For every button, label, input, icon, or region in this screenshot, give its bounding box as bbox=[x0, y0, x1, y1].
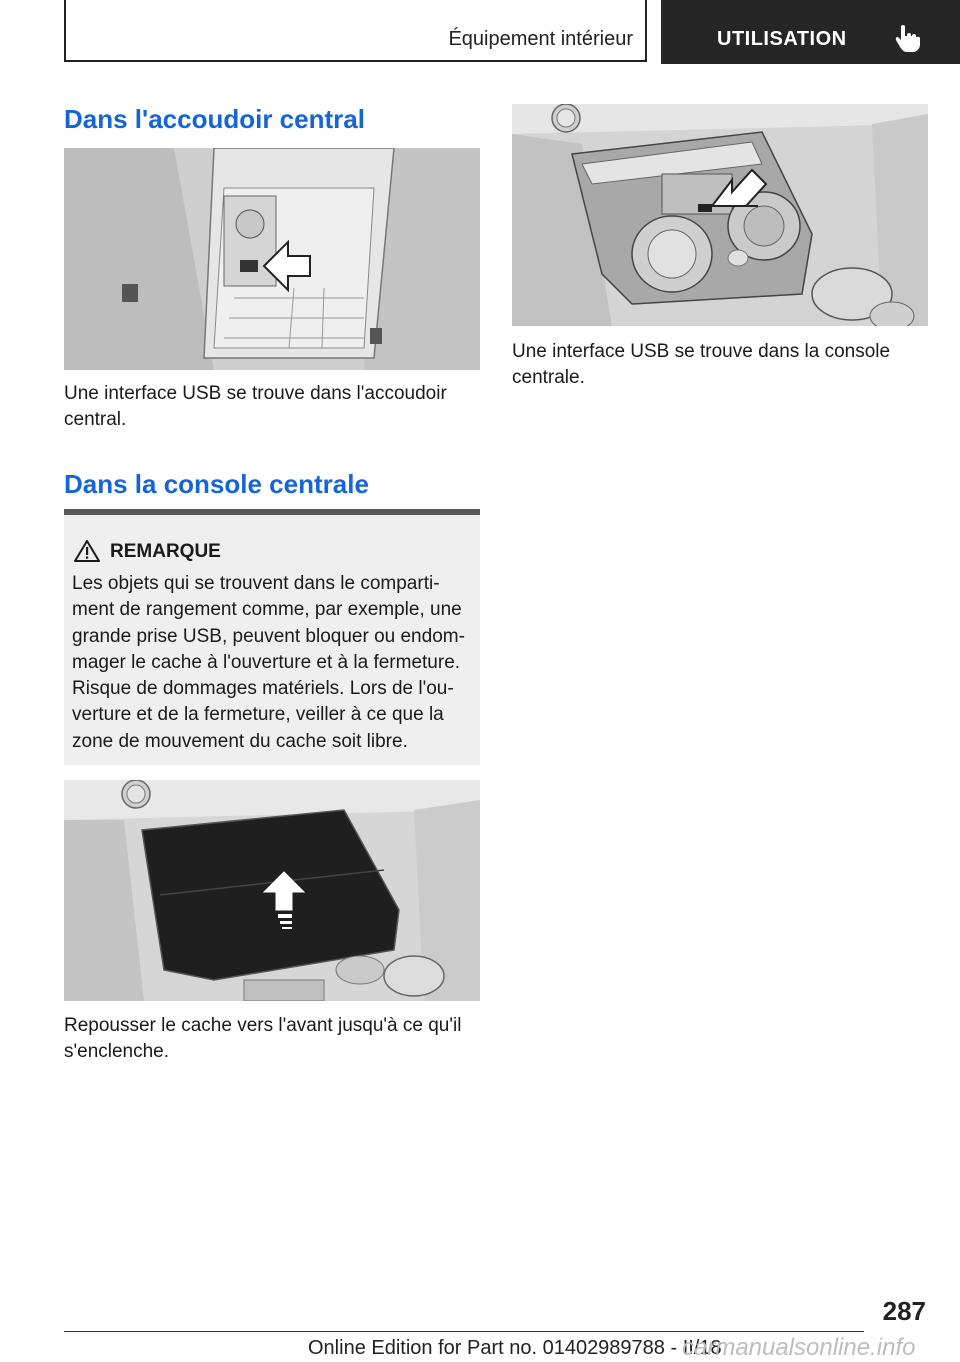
notice-line: Risque de dommages matériels. Lors de l'ou‐ bbox=[72, 678, 454, 700]
footer-rule bbox=[64, 1331, 864, 1332]
console-usb-caption bbox=[512, 339, 928, 391]
page-number: 287 bbox=[882, 1296, 926, 1326]
console-heading: Dans la console centrale bbox=[64, 469, 369, 499]
pointing-hand-icon bbox=[895, 24, 921, 52]
cover-caption bbox=[64, 1013, 480, 1065]
footer-brand-watermark[interactable]: carmanualsonline.info bbox=[682, 1334, 916, 1361]
armrest-heading: Dans l'accoudoir central bbox=[64, 104, 365, 134]
notice-box bbox=[64, 509, 480, 765]
notice-line: mager le cache à l'ouverture et à la fermeture. bbox=[72, 651, 461, 673]
armrest-usb-photo bbox=[64, 148, 480, 370]
section-title: Équipement intérieur bbox=[448, 28, 633, 50]
notice-line: ment de rangement comme, par exemple, une bbox=[72, 599, 462, 621]
section-tab bbox=[64, 0, 647, 62]
console-cover-photo bbox=[64, 780, 480, 1001]
caption-line: Repousser le cache vers l'avant jusqu'à ce qu'il bbox=[64, 1015, 462, 1036]
notice-line: Les objets qui se trouvent dans le comparti‐ bbox=[72, 573, 440, 594]
caption-line: centrale. bbox=[512, 367, 585, 388]
caption-line: central. bbox=[64, 409, 127, 430]
notice-line: grande prise USB, peuvent bloquer ou endom‐ bbox=[72, 625, 465, 647]
notice-title: REMARQUE bbox=[110, 541, 221, 562]
notice-line: verture et de la fermeture, veiller à ce que la bbox=[72, 704, 444, 726]
caption-line: Une interface USB se trouve dans l'accoudoir bbox=[64, 383, 447, 404]
armrest-caption bbox=[64, 381, 480, 433]
console-usb-photo bbox=[512, 104, 928, 326]
notice-body bbox=[72, 571, 476, 755]
chapter-title: UTILISATION bbox=[717, 28, 847, 50]
caption-line: Une interface USB se trouve dans la console bbox=[512, 341, 891, 362]
warning-triangle-icon bbox=[74, 539, 100, 563]
notice-line: zone de mouvement du cache soit libre. bbox=[72, 730, 408, 752]
footer-edition: Online Edition for Part no. 01402989788 - II/18 bbox=[308, 1337, 722, 1359]
chapter-tab[interactable] bbox=[661, 0, 960, 64]
caption-line: s'enclenche. bbox=[64, 1041, 170, 1062]
